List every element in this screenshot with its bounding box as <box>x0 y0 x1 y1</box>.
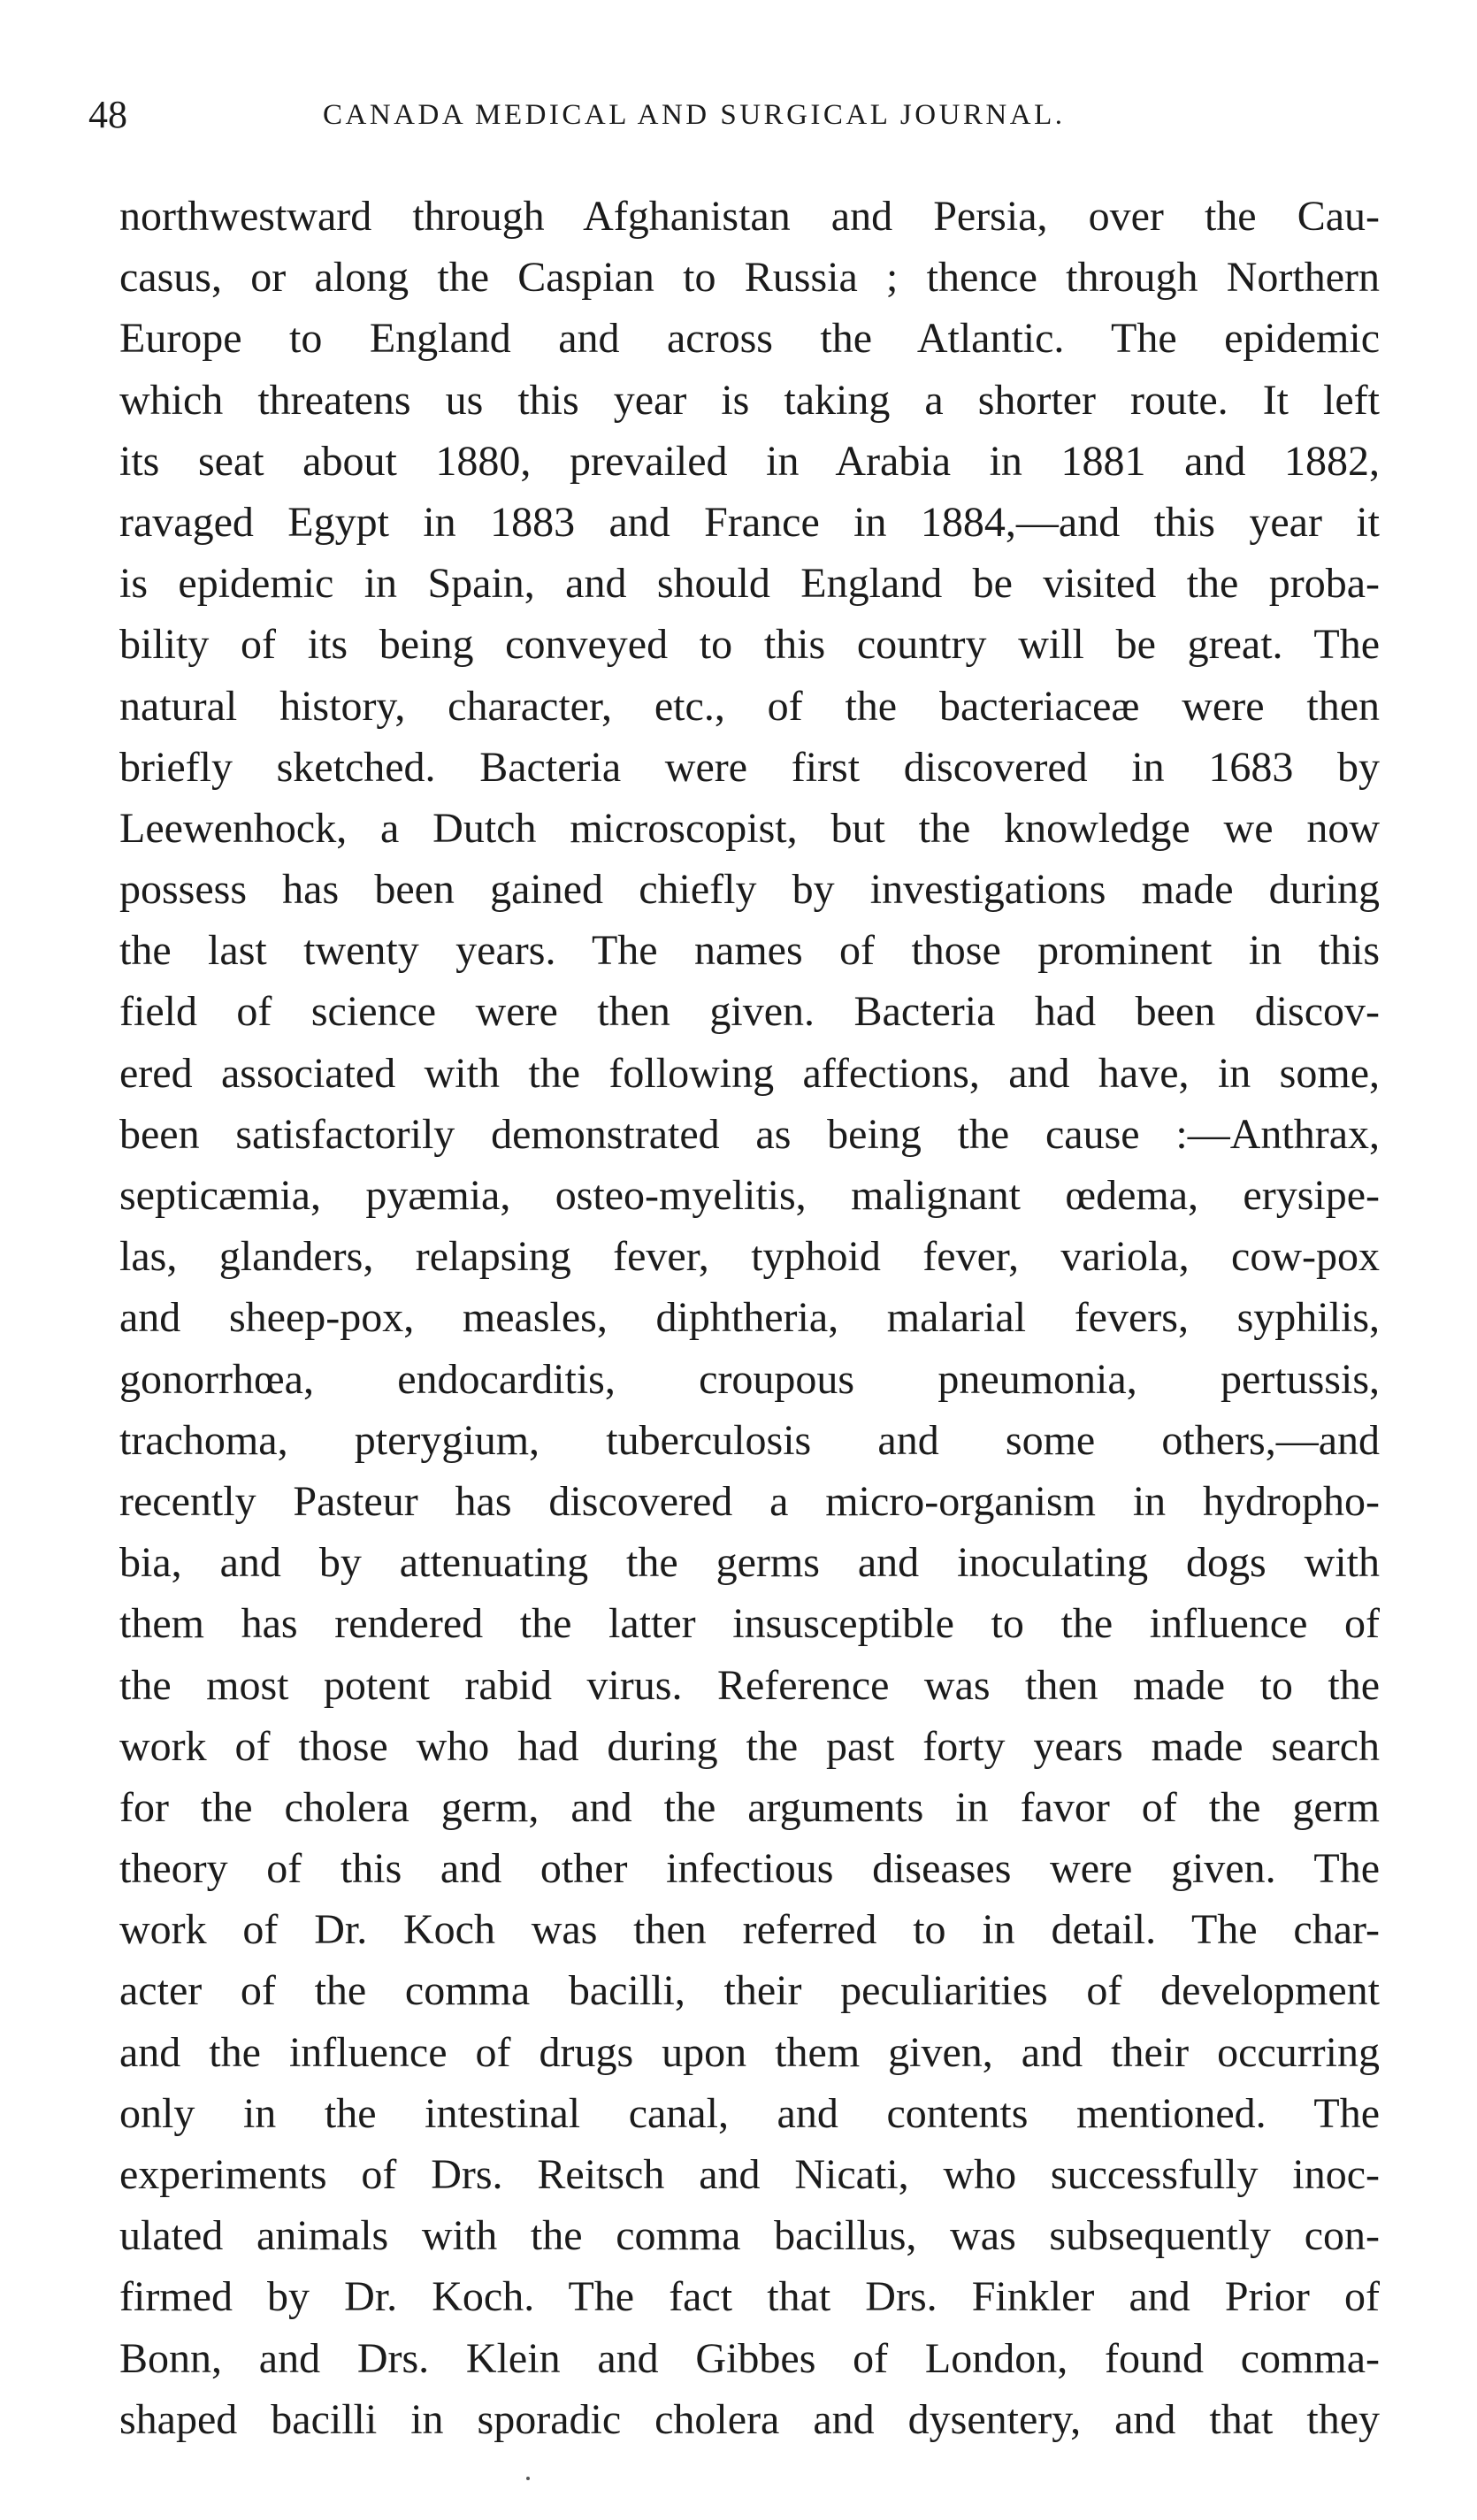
text-line: them has rendered the latter insusceptible to the influence of <box>119 1600 1380 1648</box>
text-line: bia, and by attenuating the germs and inoculating dogs with <box>119 1539 1380 1587</box>
text-line: for the cholera germ, and the arguments in favor of the germ <box>119 1783 1380 1831</box>
text-line: ulated animals with the comma bacillus, was subsequently con- <box>119 2212 1380 2260</box>
text-line: firmed by Dr. Koch. The fact that Drs. Finkler and Prior of <box>119 2273 1380 2321</box>
text-line: recently Pasteur has discovered a micro-organism in hydropho- <box>119 1477 1380 1525</box>
text-line: work of those who had during the past forty years made search <box>119 1722 1380 1770</box>
text-line: field of science were then given. Bacteria had been discov- <box>119 988 1380 1036</box>
text-line: Leewenhock, a Dutch microscopist, but the knowledge we now <box>119 804 1380 852</box>
running-head <box>88 88 1380 142</box>
text-line: bility of its being conveyed to this country will be great. The <box>119 621 1380 669</box>
body-text <box>119 186 1380 2450</box>
text-line: is epidemic in Spain, and should England be visited the proba- <box>119 560 1380 608</box>
text-line: its seat about 1880, prevailed in Arabia in 1881 and 1882, <box>119 437 1380 485</box>
text-line: ered associated with the following affections, and have, in some, <box>119 1049 1380 1097</box>
text-line: Europe to England and across the Atlantic. The epidemic <box>119 315 1380 363</box>
stray-ink-dot <box>526 2477 530 2480</box>
text-line: northwestward through Afghanistan and Persia, over the Cau- <box>119 193 1380 240</box>
text-line: ravaged Egypt in 1883 and France in 1884,—and this year it <box>119 498 1380 546</box>
text-line: las, glanders, relapsing fever, typhoid fever, variola, cow-pox <box>119 1233 1380 1281</box>
text-line: casus, or along the Caspian to Russia ; thence through Northern <box>119 254 1380 302</box>
text-line: septicæmia, pyæmia, osteo-myelitis, malignant œdema, erysipe- <box>119 1172 1380 1219</box>
text-line: which threatens us this year is taking a shorter route. It left <box>119 376 1380 424</box>
text-line: experiments of Drs. Reitsch and Nicati, who successfully inoc- <box>119 2151 1380 2198</box>
text-line: and sheep-pox, measles, diphtheria, malarial fevers, syphilis, <box>119 1294 1380 1342</box>
text-line: briefly sketched. Bacteria were first discovered in 1683 by <box>119 743 1380 791</box>
text-line: trachoma, pterygium, tuberculosis and some others,—and <box>119 1416 1380 1464</box>
page-number: 48 <box>88 93 127 136</box>
text-line: and the influence of drugs upon them given, and their occurring <box>119 2028 1380 2076</box>
text-line: natural history, character, etc., of the bacteriaceæ were then <box>119 682 1380 730</box>
text-line: been satisfactorily demonstrated as being the cause :—Anthrax, <box>119 1110 1380 1158</box>
text-line: theory of this and other infectious diseases were given. The <box>119 1845 1380 1893</box>
text-line: possess has been gained chiefly by investigations made during <box>119 866 1380 914</box>
text-line: Bonn, and Drs. Klein and Gibbes of London, found comma- <box>119 2334 1380 2382</box>
text-line: the last twenty years. The names of those prominent in this <box>119 927 1380 975</box>
text-line: the most potent rabid virus. Reference was then made to the <box>119 1661 1380 1709</box>
text-line: shaped bacilli in sporadic cholera and dysentery, and that they <box>119 2395 1380 2443</box>
journal-title: CANADA MEDICAL AND SURGICAL JOURNAL. <box>323 99 1066 131</box>
text-line: acter of the comma bacilli, their peculiarities of development <box>119 1967 1380 2015</box>
text-line: gonorrhœa, endocarditis, croupous pneumonia, pertussis, <box>119 1355 1380 1403</box>
text-line: only in the intestinal canal, and contents mentioned. The <box>119 2089 1380 2137</box>
text-line: work of Dr. Koch was then referred to in detail. The char- <box>119 1906 1380 1954</box>
